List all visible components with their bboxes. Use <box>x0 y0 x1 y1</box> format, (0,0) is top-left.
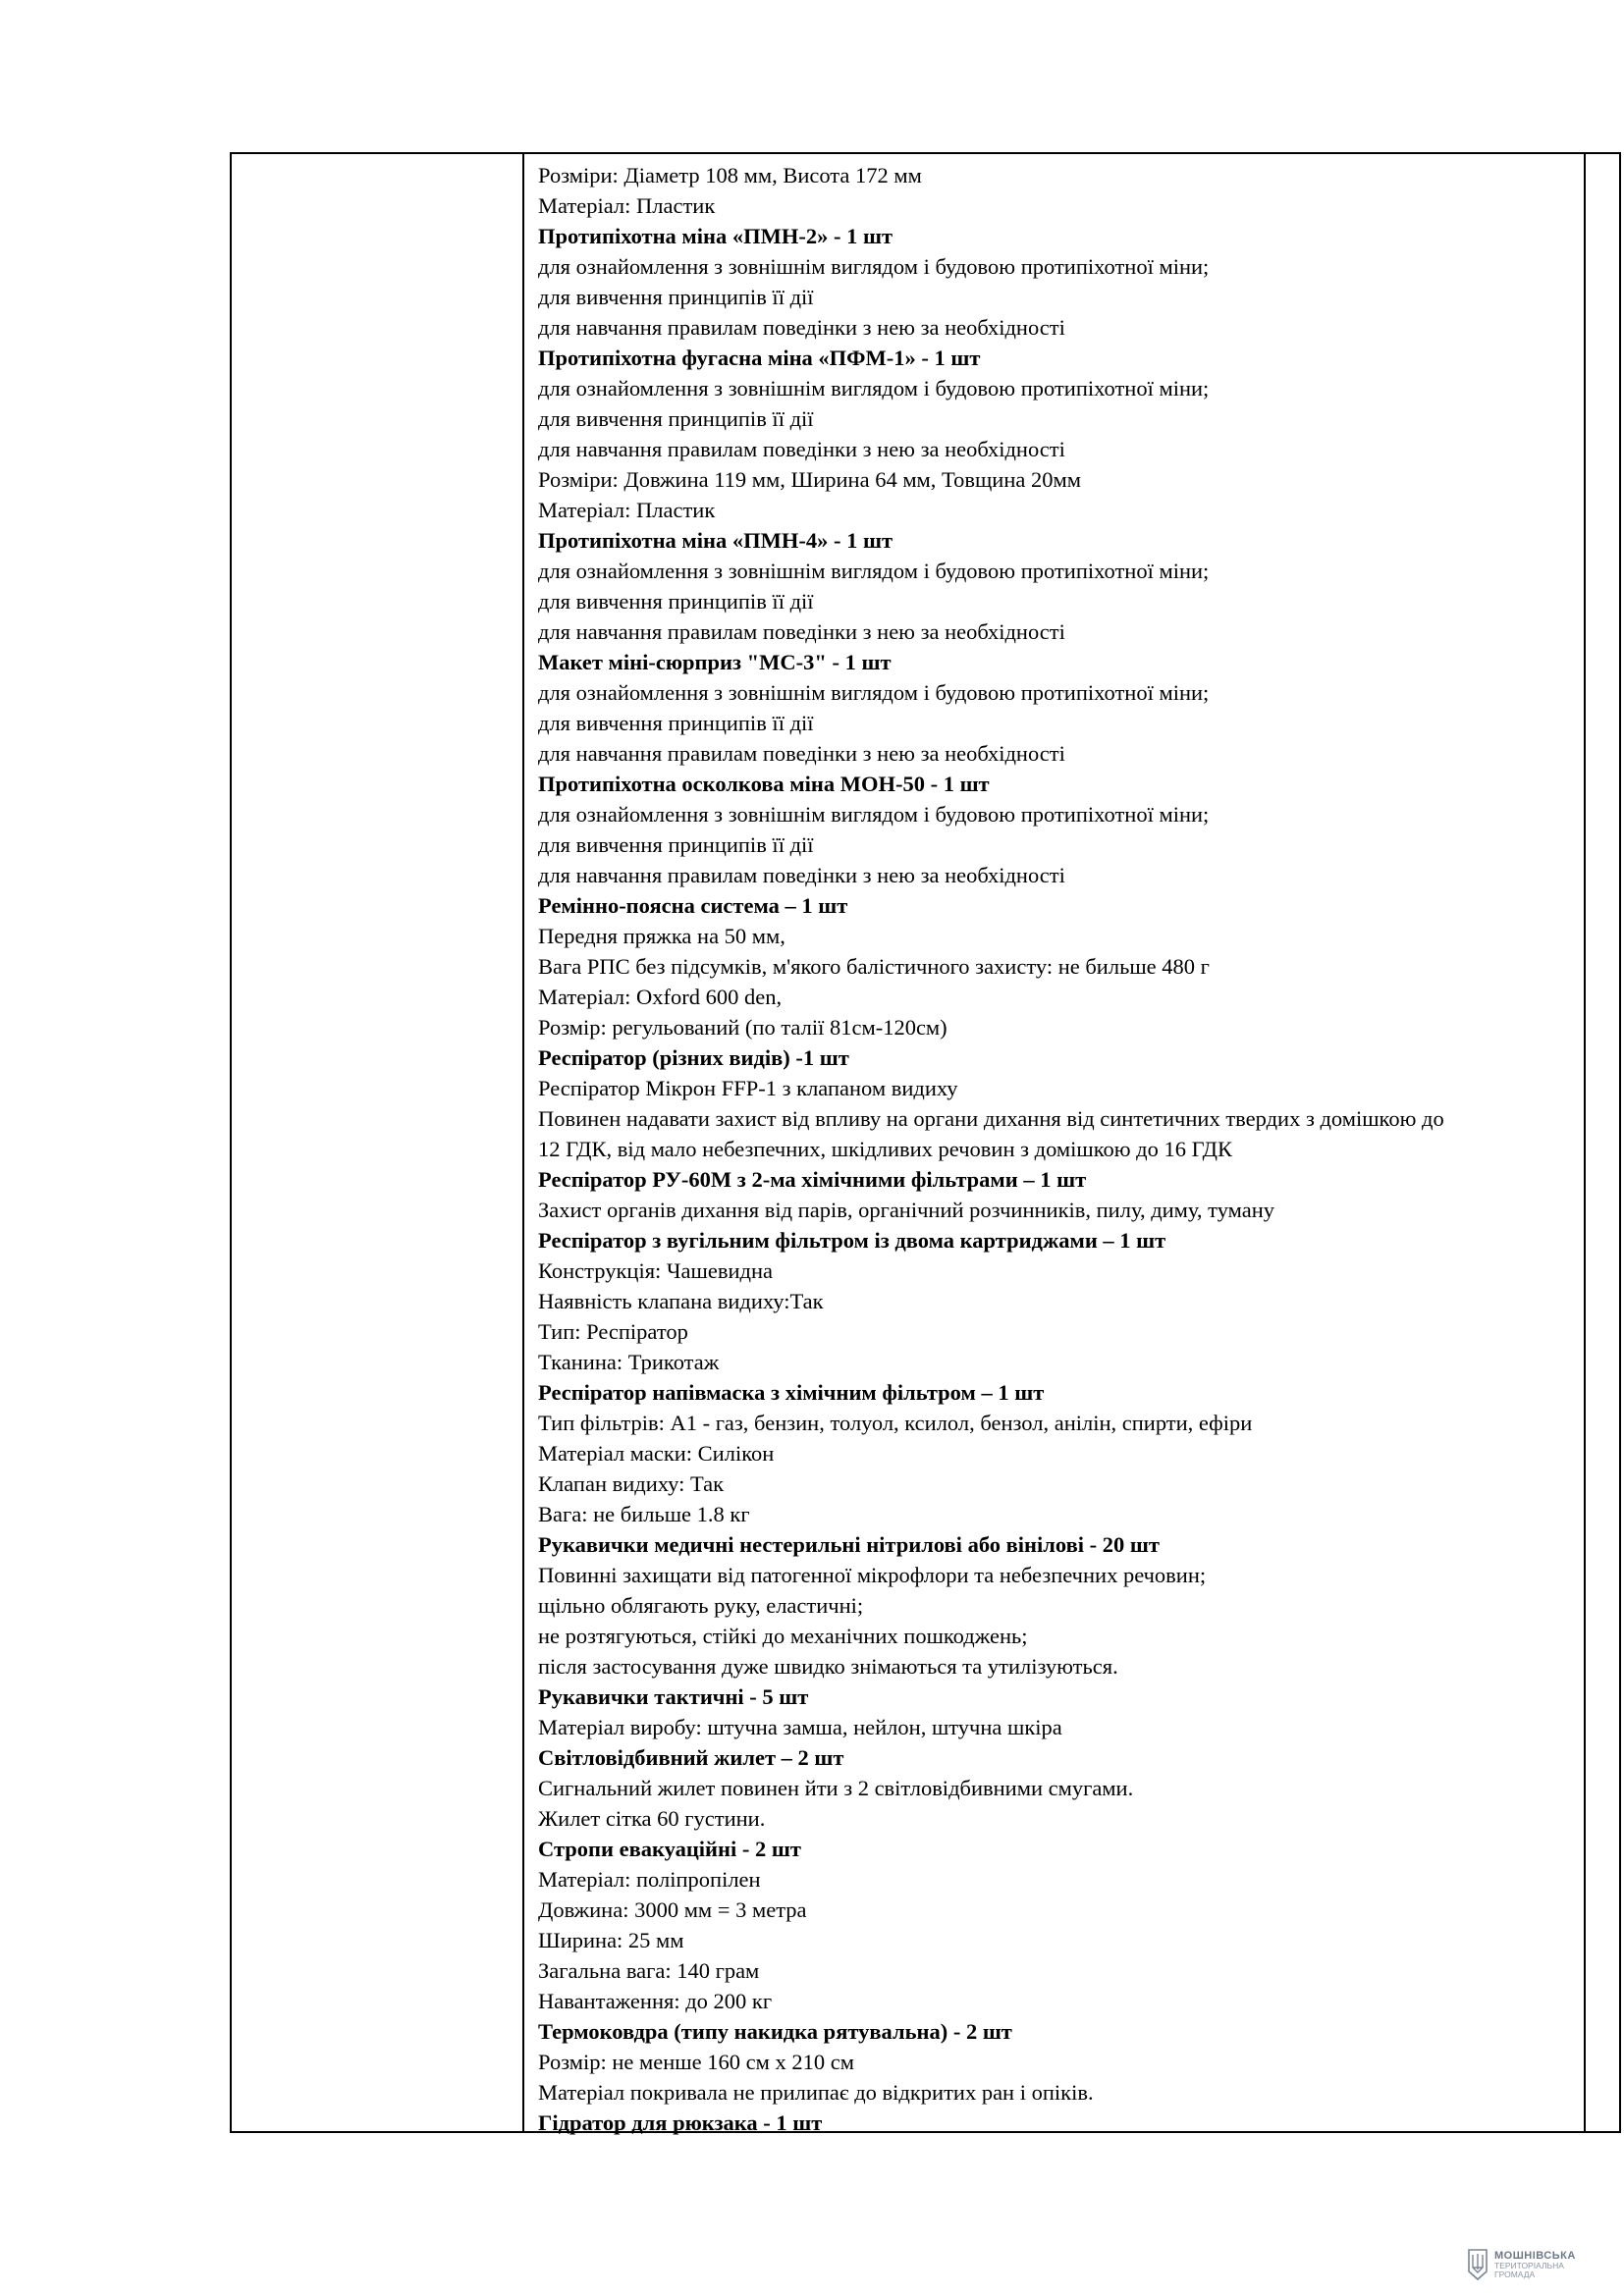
item-detail-line: Сигнальний жилет повинен йти з 2 світловідбивними смугами. <box>538 1776 1134 1800</box>
item-detail-line: Розміри: Діаметр 108 мм, Висота 172 мм <box>538 163 922 187</box>
item-heading: Рукавички медичні нестерильні нітрилові або вінілові - 20 шт <box>538 1532 1160 1557</box>
item-detail-line: щільно облягають руку, еластичні; <box>538 1593 864 1618</box>
item-detail-line: Матеріал покривала не прилипає до відкритих ран і опіків. <box>538 2080 1094 2105</box>
trident-emblem-icon <box>1467 2248 1489 2281</box>
item-detail-line: Конструкція: Чашевидна <box>538 1258 773 1283</box>
item-detail-line: для ознайомлення з зовнішнім виглядом і будовою протипіхотної міни; <box>538 680 1210 705</box>
item-detail-line: для навчання правилам поведінки з нею за необхідності <box>538 315 1065 340</box>
item-detail-line: Ширина: 25 мм <box>538 1928 684 1952</box>
item-detail-line: Довжина: 3000 мм = 3 метра <box>538 1897 807 1922</box>
item-heading: Протипіхотна осколкова міна МОН-50 - 1 шт <box>538 772 990 796</box>
item-detail-line: Передня пряжка на 50 мм, <box>538 924 785 948</box>
community-watermark <box>1467 2243 1616 2286</box>
item-detail-line: Вага РПС без підсумків, м'якого балістичного захисту: не бильше 480 г <box>538 954 1210 979</box>
item-detail-line: Тканина: Трикотаж <box>538 1350 720 1374</box>
item-detail-line: Клапан видиху: Так <box>538 1471 725 1496</box>
specification-cell <box>538 160 1579 2138</box>
item-detail-line: Розміри: Довжина 119 мм, Ширина 64 мм, Товщина 20мм <box>538 467 1081 492</box>
item-heading: Гідратор для рюкзака - 1 шт <box>538 2110 823 2135</box>
item-heading: Ремінно-поясна система – 1 шт <box>538 893 848 918</box>
item-detail-line: 12 ГДК, від мало небезпечних, шкідливих речовин з домішкою до 16 ГДК <box>538 1137 1233 1161</box>
item-detail-line: для вивчення принципів її дії <box>538 832 814 857</box>
item-detail-line: для ознайомлення з зовнішнім виглядом і будовою протипіхотної міни; <box>538 376 1210 400</box>
item-heading: Стропи евакуаційні - 2 шт <box>538 1837 801 1861</box>
item-heading: Респіратор РУ-60М з 2-ма хімічними фільтрами – 1 шт <box>538 1167 1087 1192</box>
item-detail-line: Розмір: регульований (по талії 81см-120см) <box>538 1015 947 1040</box>
item-detail-line: для навчання правилам поведінки з нею за необхідності <box>538 619 1065 644</box>
item-heading: Макет міні-сюрприз "МС-3" - 1 шт <box>538 650 892 674</box>
item-heading: Протипіхотна міна «ПМН-4» - 1 шт <box>538 528 893 553</box>
item-heading: Протипіхотна міна «ПМН-2» - 1 шт <box>538 224 893 248</box>
item-detail-line: Матеріал маски: Силікон <box>538 1441 775 1466</box>
watermark-title: МОШНІВСЬКА <box>1494 2250 1576 2262</box>
item-detail-line: після застосування дуже швидко знімаються та утилізуються. <box>538 1654 1118 1679</box>
item-detail-line: для вивчення принципів її дії <box>538 406 814 431</box>
item-detail-line: для навчання правилам поведінки з нею за необхідності <box>538 863 1065 887</box>
table-column-divider <box>1584 154 1586 2131</box>
item-detail-line: для вивчення принципів її дії <box>538 285 814 309</box>
item-detail-line: Матеріал: Пластик <box>538 193 716 218</box>
table-column-divider <box>522 154 524 2131</box>
item-heading: Світловідбивний жилет – 2 шт <box>538 1745 844 1770</box>
item-detail-line: Розмір: не менше 160 см х 210 см <box>538 2050 854 2074</box>
item-detail-line: для вивчення принципів її дії <box>538 711 814 735</box>
item-heading: Респіратор напівмаска з хімічним фільтром – 1 шт <box>538 1380 1045 1405</box>
item-detail-line: Наявність клапана видиху:Так <box>538 1289 824 1313</box>
item-detail-line: Захист органів дихання від парів, органічний розчинників, пилу, диму, туману <box>538 1198 1275 1222</box>
item-heading: Протипіхотна фугасна міна «ПФМ-1» - 1 шт <box>538 346 981 370</box>
item-detail-line: для навчання правилам поведінки з нею за необхідності <box>538 437 1065 461</box>
item-detail-line: Матеріал виробу: штучна замша, нейлон, штучна шкіра <box>538 1715 1062 1739</box>
item-detail-line: Загальна вага: 140 грам <box>538 1958 760 1983</box>
item-heading: Рукавички тактичні - 5 шт <box>538 1684 809 1709</box>
item-detail-line: Матеріал: Пластик <box>538 498 716 522</box>
item-detail-line: для ознайомлення з зовнішнім виглядом і будовою протипіхотної міни; <box>538 802 1210 827</box>
item-heading: Респіратор (різних видів) -1 шт <box>538 1045 849 1070</box>
item-detail-line: Матеріал: поліпропілен <box>538 1867 761 1892</box>
item-detail-line: для вивчення принципів її дії <box>538 589 814 614</box>
item-detail-line: Тип фільтрів: А1 - газ, бензин, толуол, ксилол, бензол, анілін, спирти, ефіри <box>538 1411 1253 1435</box>
item-heading: Респіратор з вугільним фільтром із двома картриджами – 1 шт <box>538 1228 1166 1253</box>
item-detail-line: Повинен надавати захист від впливу на органи дихання від синтетичних твердих з домішкою до <box>538 1106 1444 1131</box>
watermark-subtitle: ГРОМАДА <box>1494 2269 1536 2279</box>
item-detail-line: Респіратор Мікрон FFP-1 з клапаном видиху <box>538 1076 958 1100</box>
item-detail-line: не розтягуються, стійкі до механічних пошкоджень; <box>538 1624 1028 1648</box>
item-detail-line: Жилет сітка 60 густини. <box>538 1806 766 1831</box>
item-detail-line: для навчання правилам поведінки з нею за необхідності <box>538 741 1065 766</box>
item-detail-line: Навантаження: до 200 кг <box>538 1989 773 2013</box>
item-detail-line: Матеріал: Oxford 600 den, <box>538 985 783 1009</box>
specification-table <box>230 152 1621 2133</box>
item-heading: Термоковдра (типу накидка рятувальна) - 2 шт <box>538 2019 1012 2044</box>
item-detail-line: Повинні захищати від патогенної мікрофлори та небезпечних речовин; <box>538 1563 1207 1587</box>
item-detail-line: Вага: не бильше 1.8 кг <box>538 1502 750 1526</box>
item-detail-line: для ознайомлення з зовнішнім виглядом і будовою протипіхотної міни; <box>538 559 1210 583</box>
item-detail-line: Тип: Респіратор <box>538 1319 688 1344</box>
item-detail-line: для ознайомлення з зовнішнім виглядом і будовою протипіхотної міни; <box>538 254 1210 279</box>
watermark-subtitle: ТЕРИТОРІАЛЬНА <box>1494 2261 1564 2270</box>
